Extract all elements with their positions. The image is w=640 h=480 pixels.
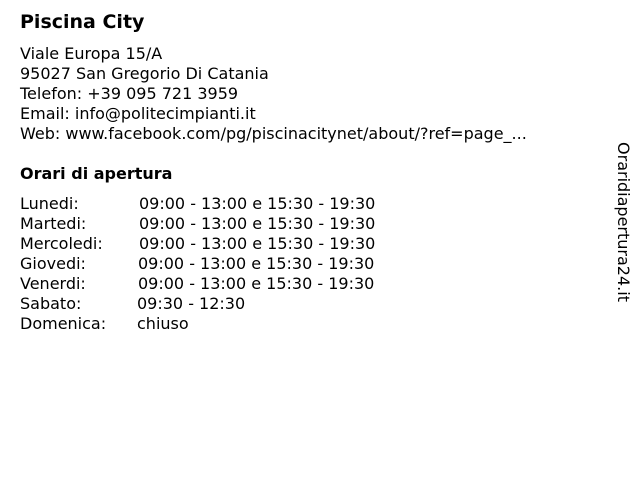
hours-value: chiuso [137, 314, 189, 333]
address-city: 95027 San Gregorio Di Catania [20, 64, 269, 83]
site-watermark-text: Oraridiapertura24.it [614, 142, 633, 302]
phone-number: Telefon: +39 095 721 3959 [20, 84, 239, 103]
address-street: Viale Europa 15/A [20, 44, 163, 63]
opening-hours-title: Orari di apertura [20, 164, 173, 183]
day-label: Sabato: [20, 294, 82, 313]
website-url: Web: www.facebook.com/pg/piscinacitynet/about/?ref=page_... [20, 124, 527, 143]
day-label: Giovedi: [20, 254, 86, 273]
contact-info [20, 44, 527, 144]
business-name: Piscina City [20, 11, 145, 33]
hours-value: 09:00 - 13:00 e 15:30 - 19:30 [139, 214, 376, 233]
hours-value: 09:30 - 12:30 [137, 294, 246, 313]
hours-value: 09:00 - 13:00 e 15:30 - 19:30 [139, 234, 376, 253]
day-label: Venerdi: [20, 274, 86, 293]
day-label: Martedi: [20, 214, 87, 233]
hours-value: 09:00 - 13:00 e 15:30 - 19:30 [139, 194, 376, 213]
day-label: Lunedi: [20, 194, 79, 213]
day-label: Domenica: [20, 314, 107, 333]
hours-value: 09:00 - 13:00 e 15:30 - 19:30 [138, 254, 375, 273]
hours-value: 09:00 - 13:00 e 15:30 - 19:30 [138, 274, 375, 293]
day-label: Mercoledi: [20, 234, 103, 253]
email-address: Email: info@politecimpianti.it [20, 104, 256, 123]
